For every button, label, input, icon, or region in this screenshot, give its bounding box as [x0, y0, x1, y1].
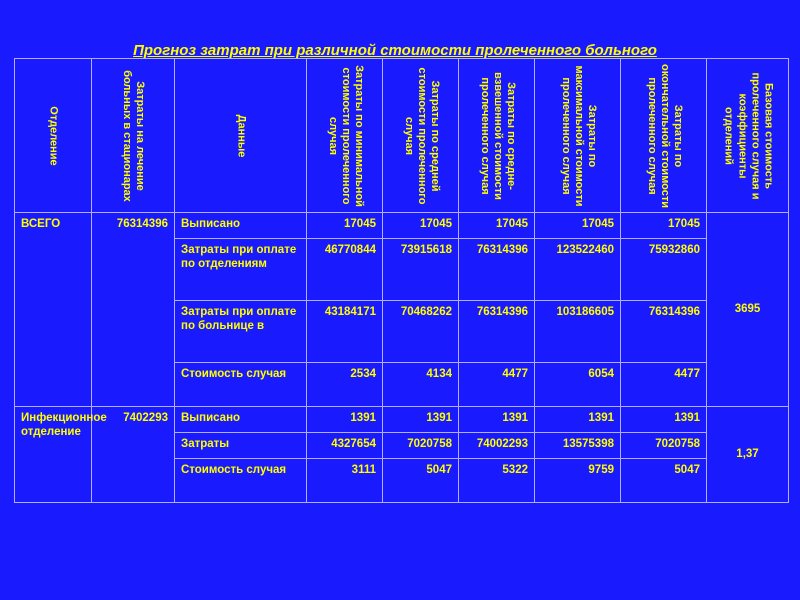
value-cell: 17045 [459, 213, 535, 239]
value-cell: 9759 [535, 459, 621, 503]
value-cell: 1391 [535, 407, 621, 433]
header-data: Данные [175, 59, 307, 213]
header-min-cost: Затраты по минимальной стоимости пролеченного случая [307, 59, 383, 213]
header-dept: Отделение [15, 59, 92, 213]
value-cell: 6054 [535, 363, 621, 407]
value-cell: 76314396 [459, 239, 535, 301]
row-label: Затраты при оплате по отделениям [175, 239, 307, 301]
value-cell: 17045 [535, 213, 621, 239]
value-cell: 1391 [621, 407, 707, 433]
row-label: Выписано [175, 407, 307, 433]
value-cell: 74002293 [459, 433, 535, 459]
value-cell: 1391 [383, 407, 459, 433]
value-cell: 1391 [307, 407, 383, 433]
table-row [15, 213, 789, 239]
value-cell: 46770844 [307, 239, 383, 301]
value-cell: 5047 [621, 459, 707, 503]
value-cell: 103186605 [535, 301, 621, 363]
value-cell: 13575398 [535, 433, 621, 459]
value-cell: 123522460 [535, 239, 621, 301]
page-title: Прогноз затрат при различной стоимости пролеченного больного [133, 42, 657, 59]
value-cell: 76314396 [621, 301, 707, 363]
base-cost-cell: 3695 [707, 213, 789, 407]
value-cell: 5047 [383, 459, 459, 503]
value-cell: 75932860 [621, 239, 707, 301]
dept-cell: ВСЕГО [15, 213, 92, 407]
row-label: Выписано [175, 213, 307, 239]
value-cell: 4477 [621, 363, 707, 407]
value-cell: 73915618 [383, 239, 459, 301]
row-label: Затраты [175, 433, 307, 459]
value-cell: 17045 [307, 213, 383, 239]
base-cost-cell: 1,37 [707, 407, 789, 503]
header-row [15, 59, 789, 213]
value-cell: 3111 [307, 459, 383, 503]
value-cell: 4134 [383, 363, 459, 407]
table-row [15, 407, 789, 433]
row-label: Стоимость случая [175, 363, 307, 407]
value-cell: 4477 [459, 363, 535, 407]
value-cell: 17045 [621, 213, 707, 239]
header-final-cost: Затраты по окончательной стоимости пролеченного случая [621, 59, 707, 213]
value-cell: 7020758 [383, 433, 459, 459]
value-cell: 17045 [383, 213, 459, 239]
row-label: Затраты при оплате по больнице в [175, 301, 307, 363]
row-label: Стоимость случая [175, 459, 307, 503]
dept-cell: Инфекционное отделение [15, 407, 92, 503]
header-weighted-cost: Затраты по средне-взвешенной стоимости пролеченного случая [459, 59, 535, 213]
value-cell: 43184171 [307, 301, 383, 363]
value-cell: 7020758 [621, 433, 707, 459]
value-cell: 1391 [459, 407, 535, 433]
value-cell: 5322 [459, 459, 535, 503]
value-cell: 4327654 [307, 433, 383, 459]
header-base-cost: Базовая стоимость пролеченного случая и коэффициенты отделений [707, 59, 789, 213]
value-cell: 70468262 [383, 301, 459, 363]
value-cell: 76314396 [459, 301, 535, 363]
header-total-cost: Затраты на лечение больных в стационарах [92, 59, 175, 213]
header-max-cost: Затраты по максимальной стоимости пролеченного случая [535, 59, 621, 213]
total-cost-cell: 7402293 [92, 407, 175, 503]
value-cell: 2534 [307, 363, 383, 407]
cost-forecast-table [14, 58, 789, 503]
header-avg-cost: Затраты по средней стоимости пролеченного случая [383, 59, 459, 213]
total-cost-cell: 76314396 [92, 213, 175, 407]
